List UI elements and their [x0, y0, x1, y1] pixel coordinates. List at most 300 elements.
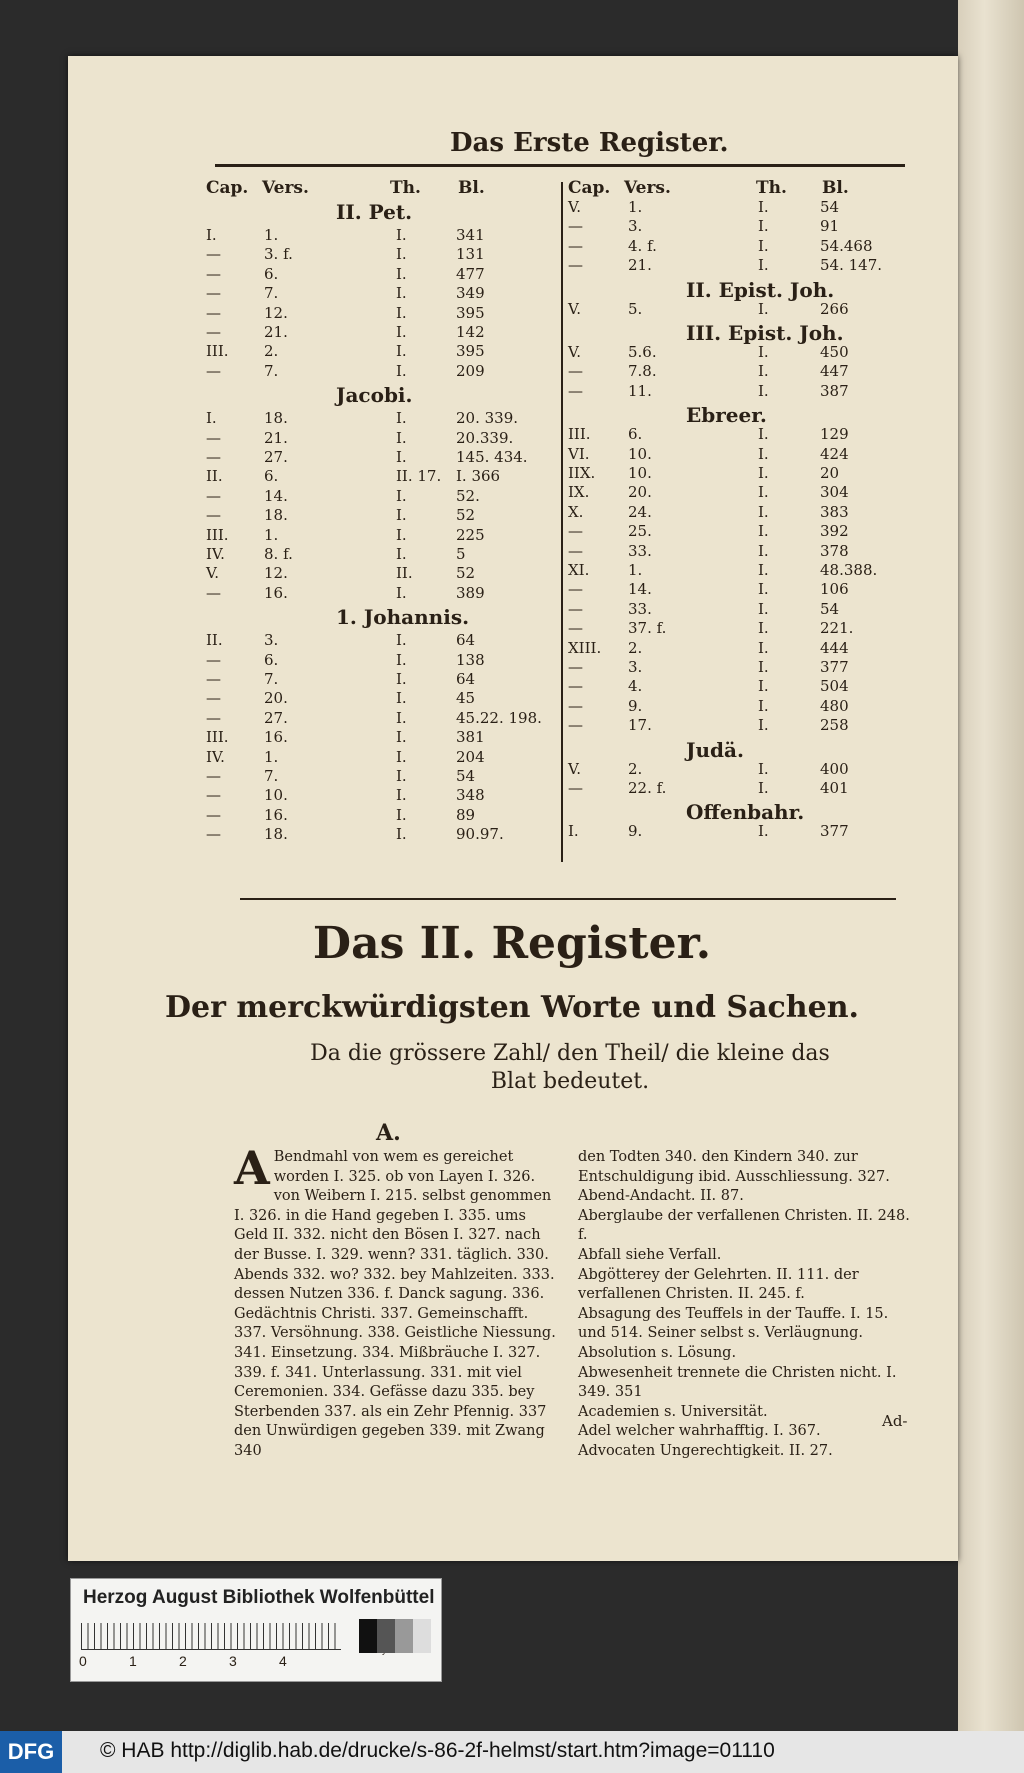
register-th: I.	[396, 747, 407, 766]
register-vers: 5.6.	[628, 343, 657, 361]
register-cap: —	[568, 256, 583, 275]
register-cap: —	[206, 245, 221, 264]
register-row	[206, 709, 546, 729]
register-vers: 2.	[264, 342, 279, 361]
register-th: I.	[758, 696, 769, 715]
register-vers: 3.	[264, 631, 279, 650]
register-cap: III.	[206, 525, 229, 544]
register-bl: 258	[820, 716, 849, 735]
register-row	[206, 670, 546, 690]
register-cap: —	[568, 658, 583, 676]
register-th: I.	[396, 786, 407, 805]
register-row	[206, 806, 546, 826]
register-th: I.	[396, 708, 407, 727]
register-row	[206, 265, 546, 285]
register-cap: XI.	[568, 561, 590, 579]
register-row	[568, 716, 908, 736]
register-row	[568, 658, 908, 678]
register-row	[206, 448, 546, 468]
register-cap: —	[568, 677, 583, 696]
register-cap: V.	[206, 564, 219, 583]
register-row	[206, 526, 546, 546]
register-bl: 54	[820, 599, 840, 618]
register-bl: 20. 339.	[456, 409, 519, 428]
index-entry: Abwesenheit trennete die Christen nicht. I. 349. 351	[578, 1364, 897, 1401]
register-cap: —	[206, 767, 221, 785]
index-entry: Abend-Andacht. II. 87.	[578, 1188, 744, 1205]
register-row	[206, 545, 546, 565]
register-bl: 392	[820, 522, 849, 541]
register-row	[206, 506, 546, 526]
register-th: I.	[758, 580, 769, 599]
register-row	[568, 639, 908, 659]
register-cap: —	[206, 583, 221, 602]
register-vers: 3. f.	[264, 245, 293, 264]
book-heading: II. Epist. Joh.	[686, 277, 835, 302]
gray-swatch	[359, 1619, 377, 1653]
register-bl: 378	[820, 541, 849, 560]
register-cap: —	[206, 303, 221, 322]
register-vers: 7.8.	[628, 362, 657, 381]
register-vers: 21.	[264, 323, 288, 341]
register-row	[568, 445, 908, 465]
register-vers: 27.	[264, 448, 288, 466]
register-th: I.	[758, 541, 769, 560]
register-vers: 16.	[264, 583, 288, 602]
register-th: I.	[758, 198, 769, 216]
register-bl: 20.339.	[456, 428, 514, 447]
register-vers: 9.	[628, 822, 643, 841]
register-vers: 12.	[264, 564, 288, 583]
register-th: I.	[396, 583, 407, 602]
register-row	[568, 237, 908, 257]
register-row	[206, 245, 546, 265]
register-vers: 6.	[264, 650, 279, 669]
register-cap: I.	[206, 226, 217, 244]
title-rule	[215, 164, 905, 167]
register-cap: III.	[206, 342, 229, 361]
register-row	[206, 748, 546, 768]
register-bl: 447	[820, 362, 849, 381]
register-vers: 27.	[264, 708, 288, 727]
index-entry: Absolution s. Lösung.	[578, 1344, 737, 1361]
ruler-number: 2	[179, 1653, 187, 1669]
register-bl: 377	[820, 658, 849, 676]
register-bl: 349	[456, 284, 485, 303]
register-th: I.	[758, 483, 769, 502]
register-row	[568, 425, 908, 445]
source-url[interactable]: © HAB http://diglib.hab.de/drucke/s-86-2f-helmst/start.htm?image=01110	[100, 1739, 775, 1762]
register-cap: —	[206, 486, 221, 505]
register-bl: 54	[456, 767, 476, 785]
register-th: I.	[396, 361, 407, 380]
register-vers: 6.	[264, 264, 279, 283]
register-vers: 22. f.	[628, 779, 667, 797]
register-bl: 138	[456, 650, 485, 669]
register-vers: 14.	[628, 580, 652, 599]
register-th: I.	[758, 716, 769, 735]
register-vers: 18.	[264, 825, 288, 844]
register-row	[568, 760, 908, 780]
index-entry: Abfall siehe Verfall.	[578, 1246, 722, 1263]
register-bl: 129	[820, 425, 849, 444]
index-entry: Advocaten Ungerechtigkeit. II. 27.	[578, 1442, 833, 1459]
register-row	[206, 284, 546, 304]
register-bl: 52	[456, 506, 476, 525]
register-vers: 1.	[628, 561, 643, 579]
register-th: I.	[758, 502, 769, 521]
register-vers: 12.	[264, 303, 288, 322]
register-bl: 395	[456, 303, 485, 322]
register-cap: —	[206, 506, 221, 525]
register-cap: —	[568, 716, 583, 735]
register-vers: 7.	[264, 361, 279, 380]
register-th: I.	[758, 677, 769, 696]
footer-bar	[0, 1731, 1024, 1773]
register2-note: Da die grössere Zahl/ den Theil/ die kleine das Blat bedeutet.	[310, 1041, 830, 1094]
register-cap: X.	[568, 502, 584, 521]
register-th: I.	[396, 448, 407, 466]
register-th: I.	[396, 342, 407, 361]
register-bl: 54. 147.	[820, 256, 883, 275]
right-header-vers: Vers.	[624, 178, 671, 198]
register-th: I.	[396, 284, 407, 303]
register-bl: 131	[456, 245, 485, 264]
register-cap: —	[206, 361, 221, 380]
index-entry: den Todten 340. den Kindern 340. zur Entschuldigung ibid. Ausschliessung. 327.	[578, 1149, 890, 1185]
book-heading: Ebreer.	[686, 403, 767, 428]
abendmahl-entry: Bendmahl von wem es gereichet worden I. 325. ob von Layen I. 326. von Weibern I. 215. selbst genommen I. 326. in die Hand gegeben I. 335. ums Geld II. 332. nicht den Bösen I. 327. nach der Busse. I. 329. wenn? 331. täglich. 330. Abends 332. wo? 332. bey Mahlzeiten. 333. dessen Nutzen 336. f. Danck sagung. 336. Gedächtnis Christi. 337. Gemeinschafft. 337. Versöhnung. 338. Geistliche Niessung. 341. Einsetzung. 334. Mißbräuche I. 327. 339. f. 341. Unterlassung. 331. mit viel Ceremonien. 334. Gefässe dazu 335. bey Sterbenden 337. als ein Zehr Pfennig. 337 den Unwürdigen gegeben 339. mit Zwang 340	[234, 1149, 556, 1459]
register-vers: 9.	[628, 696, 643, 715]
register-bl: 145. 434.	[456, 448, 528, 466]
register-vers: 8. f.	[264, 545, 293, 563]
book-heading: Offenbahr.	[686, 800, 805, 825]
register-th: I.	[758, 658, 769, 676]
register-bl: 142	[456, 323, 485, 341]
register-row	[206, 767, 546, 787]
index-letter: A.	[376, 1120, 401, 1146]
register-vers: 1.	[628, 198, 643, 216]
register-th: I.	[758, 299, 769, 318]
register-th: I.	[396, 670, 407, 688]
register-row	[206, 362, 546, 382]
register-vers: 33.	[628, 541, 652, 560]
register-vers: 14.	[264, 486, 288, 505]
register-cap: —	[206, 323, 221, 341]
register-row	[568, 522, 908, 542]
book-heading: II. Pet.	[336, 200, 413, 224]
register-bl: 444	[820, 638, 849, 657]
register-cap: —	[206, 689, 221, 708]
register-vers: 6.	[628, 425, 643, 444]
register-bl: 221.	[820, 619, 854, 638]
register-th: I.	[396, 486, 407, 505]
register-bl: 106	[820, 580, 849, 599]
adjacent-page-edge	[958, 0, 1024, 1773]
ruler-number: 0	[79, 1653, 87, 1669]
gray-swatch	[377, 1619, 395, 1653]
register-vers: 20.	[264, 689, 288, 708]
register-th: I.	[396, 245, 407, 264]
register-row	[568, 300, 908, 320]
register-bl: 45.22. 198.	[456, 708, 542, 727]
register-vers: 1.	[264, 226, 279, 244]
register-bl: 383	[820, 502, 849, 521]
register-row	[206, 564, 546, 584]
register-cap: III.	[568, 425, 591, 444]
register-bl: 424	[820, 444, 849, 463]
register-cap: IIX.	[568, 464, 596, 482]
register-row	[206, 304, 546, 324]
register-cap: —	[206, 264, 221, 283]
register-bl: 266	[820, 299, 849, 318]
register-vers: 25.	[628, 522, 652, 541]
register-row	[568, 542, 908, 562]
ruler-number: 3	[229, 1653, 237, 1669]
register-vers: 10.	[628, 464, 652, 482]
register-row	[206, 631, 546, 651]
library-name: Herzog August Bibliothek Wolfenbüttel	[83, 1587, 435, 1608]
register-bl: 387	[820, 381, 849, 400]
register-vers: 17.	[628, 716, 652, 735]
register-cap: V.	[568, 198, 581, 216]
register-vers: 18.	[264, 409, 288, 428]
register-cap: I.	[568, 822, 579, 841]
book-heading: Jacobi.	[336, 383, 413, 408]
index-entry: Academien s. Universität.	[578, 1403, 768, 1420]
register-bl: 477	[456, 264, 485, 283]
register-cap: —	[568, 217, 583, 236]
register-bl: 395	[456, 342, 485, 361]
register-th: I.	[758, 217, 769, 236]
register-th: I.	[396, 689, 407, 708]
register-vers: 24.	[628, 502, 652, 521]
register-vers: 4. f.	[628, 236, 657, 255]
register-vers: 10.	[264, 786, 288, 805]
register-bl: 20	[820, 464, 840, 482]
ruler-number: 4	[279, 1653, 287, 1669]
register-row	[206, 825, 546, 845]
register-vers: 7.	[264, 670, 279, 688]
register-th: I.	[758, 425, 769, 444]
register-cap: —	[568, 541, 583, 560]
book-heading: 1. Johannis.	[336, 605, 470, 630]
register-th: I.	[758, 599, 769, 618]
register-cap: —	[568, 779, 583, 797]
register-bl: 341	[456, 226, 485, 244]
ruler-scale	[81, 1623, 341, 1650]
register-th: I.	[396, 226, 407, 244]
register-cap: IV.	[206, 747, 225, 766]
register-bl: 89	[456, 805, 476, 824]
register-row	[206, 342, 546, 362]
register-vers: 16.	[264, 805, 288, 824]
register-bl: 52	[456, 564, 476, 583]
register-row	[568, 256, 908, 276]
register-vers: 3.	[628, 658, 643, 676]
register-cap: V.	[568, 343, 581, 361]
register-cap: —	[568, 580, 583, 599]
register-bl: 54.468	[820, 236, 873, 255]
register-row	[206, 409, 546, 429]
register-th: I.	[396, 805, 407, 824]
index-entry: Abgötterey der Gelehrten. II. 111. der verfallenen Christen. II. 245. f.	[578, 1266, 859, 1303]
index-entry: Absagung des Teuffels in der Tauffe. I. 15. und 514. Seiner selbst s. Verläugnung.	[578, 1305, 889, 1342]
register-cap: —	[206, 825, 221, 844]
register-row	[568, 198, 908, 218]
register2-subtitle: Der merckwürdigsten Worte und Sachen.	[165, 990, 859, 1025]
register-divider-rule	[240, 898, 896, 900]
register-vers: 37. f.	[628, 619, 667, 638]
register-bl: 480	[820, 696, 849, 715]
register-cap: —	[568, 362, 583, 381]
register-bl: 450	[820, 343, 849, 361]
register-th: I.	[758, 638, 769, 657]
register-cap: —	[206, 284, 221, 303]
register-cap: III.	[206, 728, 229, 747]
register-cap: II.	[206, 467, 223, 486]
register-vers: 1.	[264, 747, 279, 766]
gray-swatch	[413, 1619, 431, 1653]
register-row	[568, 483, 908, 503]
index-entry: Aberglaube der verfallenen Christen. II. 248. f.	[578, 1207, 910, 1244]
register-vers: 5.	[628, 299, 643, 318]
register-cap: —	[206, 448, 221, 466]
register-th: I.	[396, 264, 407, 283]
register-th: I.	[396, 303, 407, 322]
register-cap: I.	[206, 409, 217, 428]
register-vers: 10.	[628, 444, 652, 463]
catchword: Ad-	[882, 1412, 908, 1430]
register-row	[206, 728, 546, 748]
register-th: I.	[758, 343, 769, 361]
register1-title: Das Erste Register.	[450, 128, 729, 158]
register-th: I.	[396, 545, 407, 563]
register-bl: 52.	[456, 486, 480, 505]
register-th: I.	[396, 650, 407, 669]
register-cap: —	[206, 670, 221, 688]
ruler-number: 1	[129, 1653, 137, 1669]
column-separator	[561, 182, 563, 862]
register-cap: —	[206, 650, 221, 669]
dropcap: A	[234, 1141, 270, 1195]
right-header-cap: Cap.	[568, 178, 611, 198]
register-row	[568, 580, 908, 600]
register-vers: 33.	[628, 599, 652, 618]
register-bl: 204	[456, 747, 485, 766]
register-vers: 16.	[264, 728, 288, 747]
register-bl: 91	[820, 217, 840, 236]
book-heading: III. Epist. Joh.	[686, 321, 844, 345]
register-th: I.	[396, 525, 407, 544]
register-cap: VI.	[568, 444, 590, 463]
register-cap: —	[206, 805, 221, 824]
register-cap: —	[206, 786, 221, 805]
register-vers: 3.	[628, 217, 643, 236]
register-row	[206, 429, 546, 449]
register-vers: 1.	[264, 525, 279, 544]
register-row	[568, 343, 908, 363]
register-row	[568, 600, 908, 620]
register-th: I.	[396, 631, 407, 650]
register-th: I.	[758, 381, 769, 400]
register-cap: —	[568, 381, 583, 400]
register-row	[568, 779, 908, 799]
register-row	[568, 382, 908, 402]
register-vers: 20.	[628, 483, 652, 502]
gray-swatch	[395, 1619, 413, 1653]
register-row	[206, 323, 546, 343]
register-th: I.	[758, 444, 769, 463]
register-cap: —	[568, 236, 583, 255]
register-bl: 90.97.	[456, 825, 504, 844]
register-row	[568, 217, 908, 237]
register-bl: 209	[456, 361, 485, 380]
register-th: I.	[758, 822, 769, 841]
register-cap: V.	[568, 759, 581, 778]
register-row	[206, 689, 546, 709]
register-row	[568, 362, 908, 382]
register-row	[206, 584, 546, 604]
register-row	[206, 467, 546, 487]
left-header-vers: Vers.	[262, 178, 309, 198]
register-cap: V.	[568, 299, 581, 318]
left-header-cap: Cap.	[206, 178, 249, 198]
register-vers: 11.	[628, 381, 652, 400]
register-bl: 64	[456, 670, 476, 688]
register-cap: —	[206, 708, 221, 727]
register-vers: 4.	[628, 677, 643, 696]
register-th: I.	[758, 619, 769, 638]
right-header-bl: Bl.	[822, 178, 849, 198]
register-bl: 401	[820, 779, 849, 797]
register-bl: 64	[456, 631, 476, 650]
register-vers: 7.	[264, 767, 279, 785]
register-th: II.	[396, 564, 413, 583]
register-row	[206, 786, 546, 806]
register-row	[206, 487, 546, 507]
index-left-column	[234, 1141, 560, 1462]
register-bl: 504	[820, 677, 849, 696]
register-th: I.	[758, 362, 769, 381]
register-th: I.	[758, 561, 769, 579]
register-bl: 48.388.	[820, 561, 878, 579]
register-row	[206, 226, 546, 246]
register-th: I.	[396, 728, 407, 747]
register-bl: 389	[456, 583, 485, 602]
register-cap: —	[568, 696, 583, 715]
register-cap: II.	[206, 631, 223, 650]
register-bl: 54	[820, 198, 840, 216]
register-bl: 45	[456, 689, 476, 708]
register-th: I.	[396, 825, 407, 844]
index-right-column	[578, 1148, 918, 1462]
register-bl: 304	[820, 483, 849, 502]
register-row	[568, 697, 908, 717]
register-cap: —	[568, 599, 583, 618]
register-cap: IV.	[206, 545, 225, 563]
register-bl: I. 366	[456, 467, 501, 486]
register-bl: 5	[456, 545, 466, 563]
register-th: I.	[758, 256, 769, 275]
register2-title: Das II. Register.	[312, 918, 712, 969]
register-cap: —	[206, 428, 221, 447]
register-th: I.	[396, 767, 407, 785]
register-vers: 21.	[628, 256, 652, 275]
register-vers: 21.	[264, 428, 288, 447]
left-header-bl: Bl.	[458, 178, 485, 198]
register-th: I.	[396, 428, 407, 447]
